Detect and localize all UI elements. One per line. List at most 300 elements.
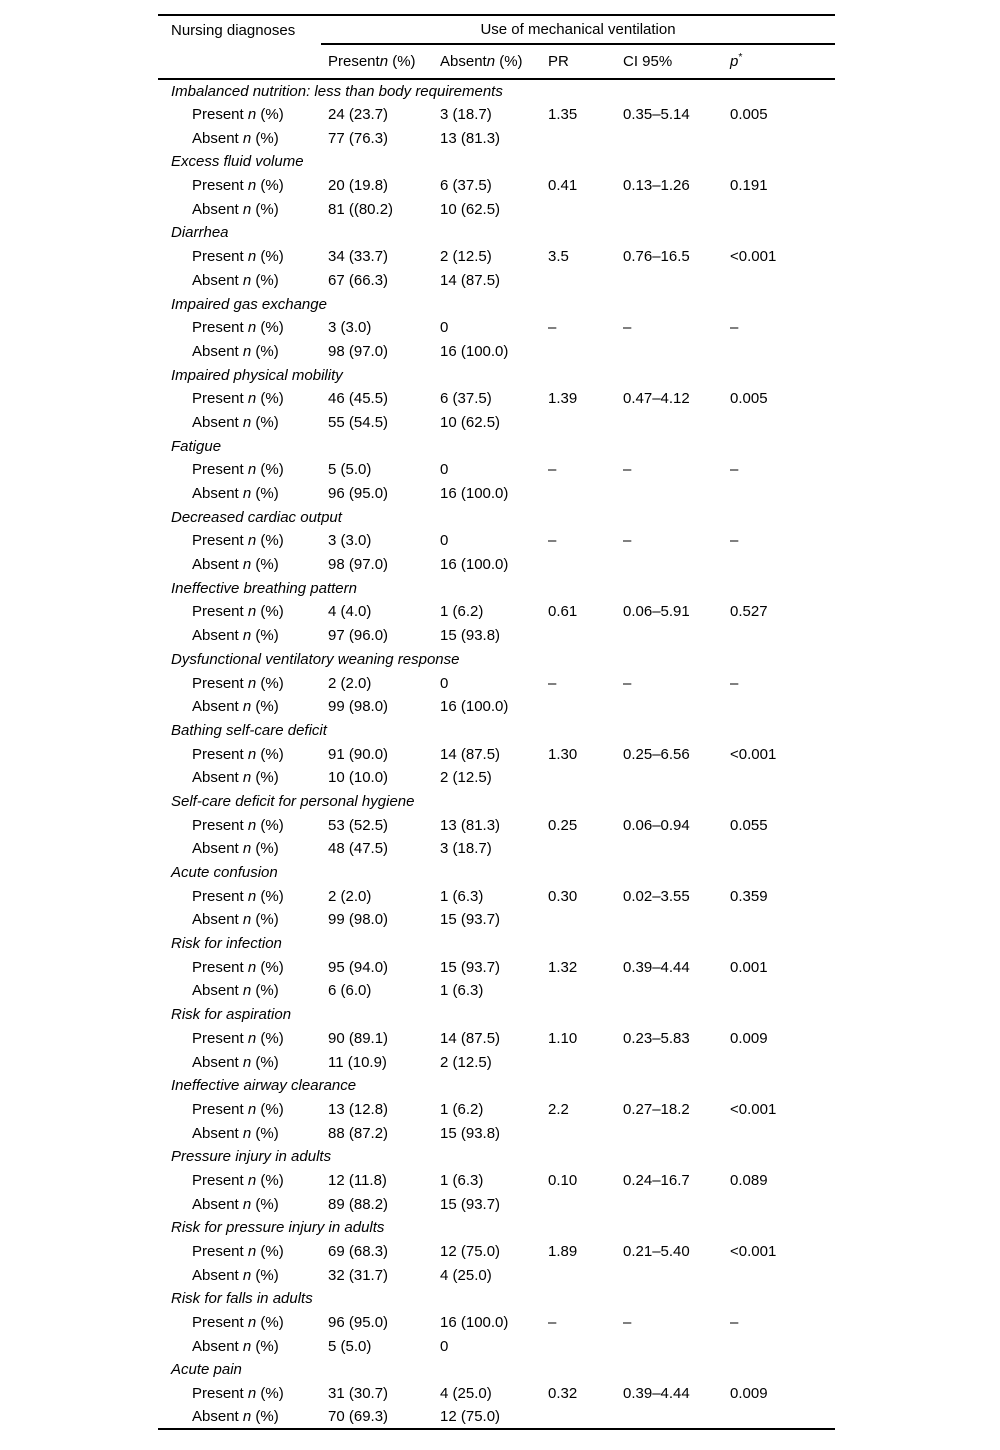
cell-ci xyxy=(616,340,723,364)
diagnosis-section-row xyxy=(158,719,835,743)
row-label-absent xyxy=(158,1406,321,1430)
present-row xyxy=(158,671,835,695)
cell-vent-absent: 12 (75.0) xyxy=(440,1243,501,1261)
row-label-text: Absent xyxy=(192,769,243,787)
row-label-pct: (%) xyxy=(251,911,279,929)
cell-p xyxy=(723,1334,835,1358)
row-label-n: n xyxy=(242,129,252,147)
row-label-n: n xyxy=(242,982,252,1000)
cell-p xyxy=(723,482,835,506)
row-label-pct: (%) xyxy=(251,413,279,431)
row-label-absent xyxy=(158,837,321,861)
cell-ci xyxy=(616,1406,723,1430)
cell-pr xyxy=(541,1050,616,1074)
cell-vent-present: 96 (95.0) xyxy=(328,1314,389,1332)
row-label-absent xyxy=(158,340,321,364)
cell-vent-present: 3 (3.0) xyxy=(328,532,372,550)
cell-ci xyxy=(616,837,723,861)
present-row xyxy=(158,1382,835,1406)
cell-pr xyxy=(541,979,616,1003)
cell-p: 0.089 xyxy=(730,1171,768,1189)
row-label-absent xyxy=(158,908,321,932)
cell-pr: – xyxy=(548,461,557,479)
cell-vent-absent: 1 (6.2) xyxy=(440,1100,484,1118)
table-container xyxy=(158,14,835,1430)
diagnosis-name: Ineffective airway clearance xyxy=(171,1077,357,1095)
diagnosis-name: Risk for infection xyxy=(171,935,282,953)
cell-ci: 0.39–4.44 xyxy=(623,1385,690,1403)
diagnosis-name: Excess fluid volume xyxy=(171,153,304,171)
row-label-pct: (%) xyxy=(256,1029,284,1047)
absent-row xyxy=(158,1121,835,1145)
row-label-text: Present xyxy=(192,1029,248,1047)
row-label-pct: (%) xyxy=(251,342,279,360)
row-label-pct: (%) xyxy=(256,674,284,692)
row-label-absent xyxy=(158,126,321,150)
cell-pr xyxy=(541,766,616,790)
cell-ci xyxy=(616,766,723,790)
row-label-n: n xyxy=(247,248,257,266)
row-label-absent xyxy=(158,766,321,790)
cell-vent-absent: 2 (12.5) xyxy=(440,769,492,787)
row-label-pct: (%) xyxy=(251,840,279,858)
cell-ci xyxy=(616,1050,723,1074)
absent-row xyxy=(158,1263,835,1287)
diagnosis-name: Ineffective breathing pattern xyxy=(171,579,357,597)
row-label-text: Absent xyxy=(192,485,243,503)
cell-p xyxy=(723,1192,835,1216)
diagnosis-section-row xyxy=(158,363,835,387)
cell-ci: 0.25–6.56 xyxy=(623,745,690,763)
diagnosis-name: Acute confusion xyxy=(171,864,278,882)
cell-p: <0.001 xyxy=(730,1243,777,1261)
header-row-span xyxy=(158,15,835,44)
row-label-pct: (%) xyxy=(256,390,284,408)
row-label-text: Absent xyxy=(192,627,243,645)
row-label-pct: (%) xyxy=(256,603,284,621)
diagnosis-name: Acute pain xyxy=(171,1361,242,1379)
row-label-pct: (%) xyxy=(251,485,279,503)
row-label-n: n xyxy=(242,200,252,218)
col-header-absent xyxy=(433,44,541,79)
cell-vent-absent: 6 (37.5) xyxy=(440,177,492,195)
row-label-n: n xyxy=(242,1266,252,1284)
cell-vent-absent: 16 (100.0) xyxy=(440,342,509,360)
table-body xyxy=(158,79,835,1429)
row-label-absent xyxy=(158,979,321,1003)
cell-p: 0.191 xyxy=(730,177,768,195)
cell-p xyxy=(723,1263,835,1287)
col-header-nursing-diagnoses: Nursing diagnoses xyxy=(158,15,321,44)
cell-ci: 0.24–16.7 xyxy=(623,1171,690,1189)
diagnosis-section-row xyxy=(158,1003,835,1027)
row-label-text: Absent xyxy=(192,413,243,431)
row-label-n: n xyxy=(247,1100,257,1118)
cell-p xyxy=(723,269,835,293)
cell-pr xyxy=(541,482,616,506)
cell-vent-present: 98 (97.0) xyxy=(328,342,389,360)
row-label-n: n xyxy=(242,485,252,503)
cell-p: <0.001 xyxy=(730,1100,777,1118)
diagnosis-name: Pressure injury in adults xyxy=(171,1148,332,1166)
absent-row xyxy=(158,624,835,648)
row-label-text: Absent xyxy=(192,556,243,574)
row-label-pct: (%) xyxy=(256,958,284,976)
cell-vent-present: 69 (68.3) xyxy=(328,1243,389,1261)
cell-vent-present: 11 (10.9) xyxy=(328,1053,387,1071)
row-label-n: n xyxy=(242,627,252,645)
row-label-n: n xyxy=(247,1243,257,1261)
cell-pr xyxy=(541,1192,616,1216)
col-header-p xyxy=(723,44,835,79)
row-label-present xyxy=(158,529,321,553)
cell-ci: 0.06–5.91 xyxy=(623,603,690,621)
row-label-n: n xyxy=(242,1408,252,1426)
row-label-pct: (%) xyxy=(251,698,279,716)
cell-vent-present: 81 ((80.2) xyxy=(328,200,394,218)
row-label-pct: (%) xyxy=(256,461,284,479)
row-label-present xyxy=(158,671,321,695)
cell-vent-present: 88 (87.2) xyxy=(328,1124,389,1142)
row-label-pct: (%) xyxy=(256,816,284,834)
cell-vent-absent: 2 (12.5) xyxy=(440,248,492,266)
absent-row xyxy=(158,197,835,221)
cell-p xyxy=(723,695,835,719)
row-label-present xyxy=(158,600,321,624)
cell-pr xyxy=(541,553,616,577)
present-row xyxy=(158,387,835,411)
cell-p xyxy=(723,837,835,861)
cell-vent-present: 77 (76.3) xyxy=(328,129,389,147)
row-label-text: Present xyxy=(192,319,248,337)
cell-vent-present: 67 (66.3) xyxy=(328,271,389,289)
cell-vent-present: 2 (2.0) xyxy=(328,674,372,692)
cell-vent-present: 2 (2.0) xyxy=(328,887,372,905)
present-row xyxy=(158,1311,835,1335)
cell-ci xyxy=(616,1121,723,1145)
cell-vent-absent: 0 xyxy=(440,532,449,550)
cell-pr xyxy=(541,1334,616,1358)
cell-vent-present: 24 (23.7) xyxy=(328,106,389,124)
row-label-text: Present xyxy=(192,106,248,124)
cell-p xyxy=(723,624,835,648)
row-label-text: Present xyxy=(192,248,248,266)
cell-pr: 1.30 xyxy=(548,745,578,763)
row-label-n: n xyxy=(247,1171,257,1189)
absent-row xyxy=(158,837,835,861)
cell-vent-present: 91 (90.0) xyxy=(328,745,389,763)
row-label-absent xyxy=(158,1192,321,1216)
cell-vent-absent: 3 (18.7) xyxy=(440,106,492,124)
cell-p xyxy=(723,340,835,364)
row-label-absent xyxy=(158,1263,321,1287)
cell-vent-absent: 12 (75.0) xyxy=(433,1406,541,1430)
row-label-n: n xyxy=(242,556,252,574)
present-row xyxy=(158,1169,835,1193)
cell-vent-absent: 16 (100.0) xyxy=(440,1314,509,1332)
row-label-pct: (%) xyxy=(251,627,279,645)
cell-vent-present: 12 (11.8) xyxy=(328,1171,387,1189)
diagnosis-section-row xyxy=(158,1145,835,1169)
cell-ci: 0.35–5.14 xyxy=(623,106,690,124)
row-label-text: Present xyxy=(192,674,248,692)
row-label-present xyxy=(158,1027,321,1051)
diagnosis-name: Dysfunctional ventilatory weaning response xyxy=(171,650,460,668)
cell-ci xyxy=(616,553,723,577)
col-header-pr: PR xyxy=(541,44,616,79)
absent-row xyxy=(158,482,835,506)
diagnosis-section-row xyxy=(158,434,835,458)
cell-ci xyxy=(616,695,723,719)
cell-pr: 1.32 xyxy=(548,958,578,976)
p-header-asterisk: * xyxy=(738,51,743,63)
diagnosis-name: Self-care deficit for personal hygiene xyxy=(171,792,415,810)
cell-pr: 0.10 xyxy=(548,1171,578,1189)
cell-pr: 1.10 xyxy=(548,1029,578,1047)
row-label-text: Absent xyxy=(192,840,243,858)
cell-pr: 1.39 xyxy=(548,390,578,408)
row-label-n: n xyxy=(242,413,252,431)
cell-vent-absent: 1 (6.2) xyxy=(440,603,484,621)
cell-ci xyxy=(616,979,723,1003)
row-label-present xyxy=(158,1311,321,1335)
row-label-present xyxy=(158,387,321,411)
cell-vent-present: 98 (97.0) xyxy=(328,556,389,574)
row-label-absent xyxy=(158,1334,321,1358)
row-label-n: n xyxy=(247,816,257,834)
cell-pr xyxy=(541,269,616,293)
diagnosis-section-row xyxy=(158,221,835,245)
diagnosis-section-row xyxy=(158,576,835,600)
cell-p: 0.055 xyxy=(730,816,768,834)
cell-ci xyxy=(616,1263,723,1287)
absent-row xyxy=(158,411,835,435)
row-label-absent xyxy=(158,1121,321,1145)
row-label-present xyxy=(158,1098,321,1122)
row-label-n: n xyxy=(242,840,252,858)
cell-ci: 0.76–16.5 xyxy=(623,248,690,266)
absent-row xyxy=(158,766,835,790)
cell-ci xyxy=(616,624,723,648)
present-row xyxy=(158,813,835,837)
absent-row xyxy=(158,1334,835,1358)
cell-pr: 3.5 xyxy=(548,248,569,266)
row-label-pct: (%) xyxy=(251,1195,279,1213)
row-label-text: Absent xyxy=(192,1337,243,1355)
cell-ci: 0.27–18.2 xyxy=(623,1100,690,1118)
cell-vent-present: 10 (10.0) xyxy=(328,769,389,787)
col-header-ci: CI 95% xyxy=(616,44,723,79)
row-label-pct: (%) xyxy=(251,1337,279,1355)
row-label-pct: (%) xyxy=(256,177,284,195)
cell-pr: – xyxy=(548,319,557,337)
cell-vent-absent: 0 xyxy=(440,674,449,692)
cell-ci xyxy=(616,908,723,932)
diagnosis-section-row xyxy=(158,505,835,529)
row-label-text: Present xyxy=(192,1243,248,1261)
row-label-present xyxy=(158,458,321,482)
cell-p: 0.009 xyxy=(730,1029,768,1047)
diagnosis-section-row xyxy=(158,790,835,814)
cell-p: 0.005 xyxy=(730,390,768,408)
present-row xyxy=(158,103,835,127)
row-label-text: Absent xyxy=(192,1408,243,1426)
row-label-n: n xyxy=(247,1314,257,1332)
cell-ci: 0.47–4.12 xyxy=(623,390,690,408)
row-label-text: Present xyxy=(192,745,248,763)
cell-p: – xyxy=(730,461,739,479)
diagnosis-name: Risk for falls in adults xyxy=(171,1290,313,1308)
absent-row xyxy=(158,269,835,293)
cell-vent-present: 99 (98.0) xyxy=(328,698,389,716)
diagnosis-section-row xyxy=(158,932,835,956)
cell-pr: 0.41 xyxy=(548,177,578,195)
row-label-present xyxy=(158,742,321,766)
cell-ci xyxy=(616,126,723,150)
row-label-absent xyxy=(158,482,321,506)
cell-ci: – xyxy=(623,461,632,479)
cell-vent-absent: 0 xyxy=(440,461,449,479)
row-label-present xyxy=(158,1240,321,1264)
cell-vent-absent: 6 (37.5) xyxy=(440,390,492,408)
row-label-text: Present xyxy=(192,958,248,976)
table-header xyxy=(158,15,835,79)
row-label-pct: (%) xyxy=(256,319,284,337)
cell-p: 0.009 xyxy=(730,1385,768,1403)
row-label-n: n xyxy=(242,342,252,360)
row-label-n: n xyxy=(247,603,257,621)
row-label-pct: (%) xyxy=(256,1100,284,1118)
cell-vent-absent: 2 (12.5) xyxy=(440,1053,492,1071)
cell-pr: – xyxy=(548,1314,557,1332)
cell-vent-present: 53 (52.5) xyxy=(328,816,389,834)
diagnosis-name: Risk for pressure injury in adults xyxy=(171,1219,385,1237)
row-label-present xyxy=(158,1382,321,1406)
cell-pr xyxy=(541,197,616,221)
col-header-present xyxy=(321,44,433,79)
row-label-text: Present xyxy=(192,390,248,408)
row-label-pct: (%) xyxy=(256,1243,284,1261)
cell-vent-absent: 10 (62.5) xyxy=(440,413,501,431)
row-label-n: n xyxy=(247,887,257,905)
row-label-n: n xyxy=(242,1053,252,1071)
cell-vent-absent: 15 (93.8) xyxy=(440,1124,501,1142)
cell-vent-present: 32 (31.7) xyxy=(328,1266,389,1284)
row-label-text: Absent xyxy=(192,1266,243,1284)
row-label-pct: (%) xyxy=(256,1385,284,1403)
present-header-pct: (%) xyxy=(388,53,416,70)
cell-vent-present: 89 (88.2) xyxy=(328,1195,389,1213)
row-label-pct: (%) xyxy=(256,887,284,905)
diagnosis-name: Bathing self-care deficit xyxy=(171,721,327,739)
cell-ci: – xyxy=(623,532,632,550)
cell-ci xyxy=(616,482,723,506)
cell-pr: 0.30 xyxy=(548,887,578,905)
row-label-text: Absent xyxy=(192,129,243,147)
cell-p xyxy=(723,1050,835,1074)
diagnosis-section-row xyxy=(158,1358,835,1382)
cell-p: – xyxy=(730,1314,739,1332)
cell-vent-present: 13 (12.8) xyxy=(328,1100,389,1118)
cell-pr: – xyxy=(548,532,557,550)
cell-pr: 2.2 xyxy=(548,1100,569,1118)
row-label-pct: (%) xyxy=(251,769,279,787)
cell-p: <0.001 xyxy=(730,745,777,763)
present-row xyxy=(158,458,835,482)
cell-vent-present: 20 (19.8) xyxy=(328,177,389,195)
cell-p xyxy=(723,1121,835,1145)
row-label-text: Present xyxy=(192,461,248,479)
cell-p: 0.005 xyxy=(730,106,768,124)
cell-pr: 1.35 xyxy=(548,106,578,124)
diagnosis-name: Impaired gas exchange xyxy=(171,295,327,313)
cell-ci xyxy=(616,1192,723,1216)
cell-vent-present: 97 (96.0) xyxy=(328,627,389,645)
diagnosis-name: Imbalanced nutrition: less than body requirements xyxy=(171,82,503,100)
row-label-text: Present xyxy=(192,532,248,550)
cell-ci: – xyxy=(623,319,632,337)
cell-ci: – xyxy=(623,674,632,692)
row-label-n: n xyxy=(247,106,257,124)
row-label-absent xyxy=(158,269,321,293)
cell-p xyxy=(723,126,835,150)
cell-p: 0.001 xyxy=(730,958,768,976)
row-label-n: n xyxy=(247,532,257,550)
row-label-present xyxy=(158,245,321,269)
present-header-text: Present xyxy=(328,53,380,70)
row-label-absent xyxy=(158,1050,321,1074)
row-label-n: n xyxy=(242,1195,252,1213)
cell-p xyxy=(723,979,835,1003)
row-label-present xyxy=(158,1169,321,1193)
header-row-sub xyxy=(158,44,835,79)
absent-row xyxy=(158,695,835,719)
row-label-absent xyxy=(158,197,321,221)
diagnosis-section-row xyxy=(158,648,835,672)
row-label-pct: (%) xyxy=(256,106,284,124)
absent-row xyxy=(158,1192,835,1216)
diagnosis-section-row xyxy=(158,1216,835,1240)
row-label-text: Present xyxy=(192,816,248,834)
row-label-absent xyxy=(158,411,321,435)
cell-pr xyxy=(541,624,616,648)
cell-p: <0.001 xyxy=(730,248,777,266)
row-label-text: Present xyxy=(192,1314,248,1332)
diagnosis-name: Fatigue xyxy=(171,437,222,455)
cell-vent-absent: 10 (62.5) xyxy=(440,200,501,218)
cell-pr xyxy=(541,1263,616,1287)
diagnosis-name: Risk for aspiration xyxy=(171,1006,292,1024)
cell-vent-absent: 3 (18.7) xyxy=(440,840,492,858)
row-label-text: Present xyxy=(192,1100,248,1118)
row-label-pct: (%) xyxy=(256,1314,284,1332)
cell-vent-absent: 14 (87.5) xyxy=(440,1029,501,1047)
row-label-pct: (%) xyxy=(256,248,284,266)
row-label-pct: (%) xyxy=(251,1124,279,1142)
row-label-pct: (%) xyxy=(251,200,279,218)
row-label-text: Absent xyxy=(192,1053,243,1071)
diagnosis-section-row xyxy=(158,1074,835,1098)
present-row xyxy=(158,245,835,269)
cell-ci xyxy=(616,269,723,293)
cell-ci xyxy=(616,197,723,221)
row-label-text: Present xyxy=(192,1385,248,1403)
absent-row xyxy=(158,1406,835,1430)
absent-row xyxy=(158,1050,835,1074)
col-header-mechanical-ventilation-span: Use of mechanical ventilation xyxy=(321,15,835,44)
row-label-present xyxy=(158,174,321,198)
diagnosis-section-row xyxy=(158,861,835,885)
